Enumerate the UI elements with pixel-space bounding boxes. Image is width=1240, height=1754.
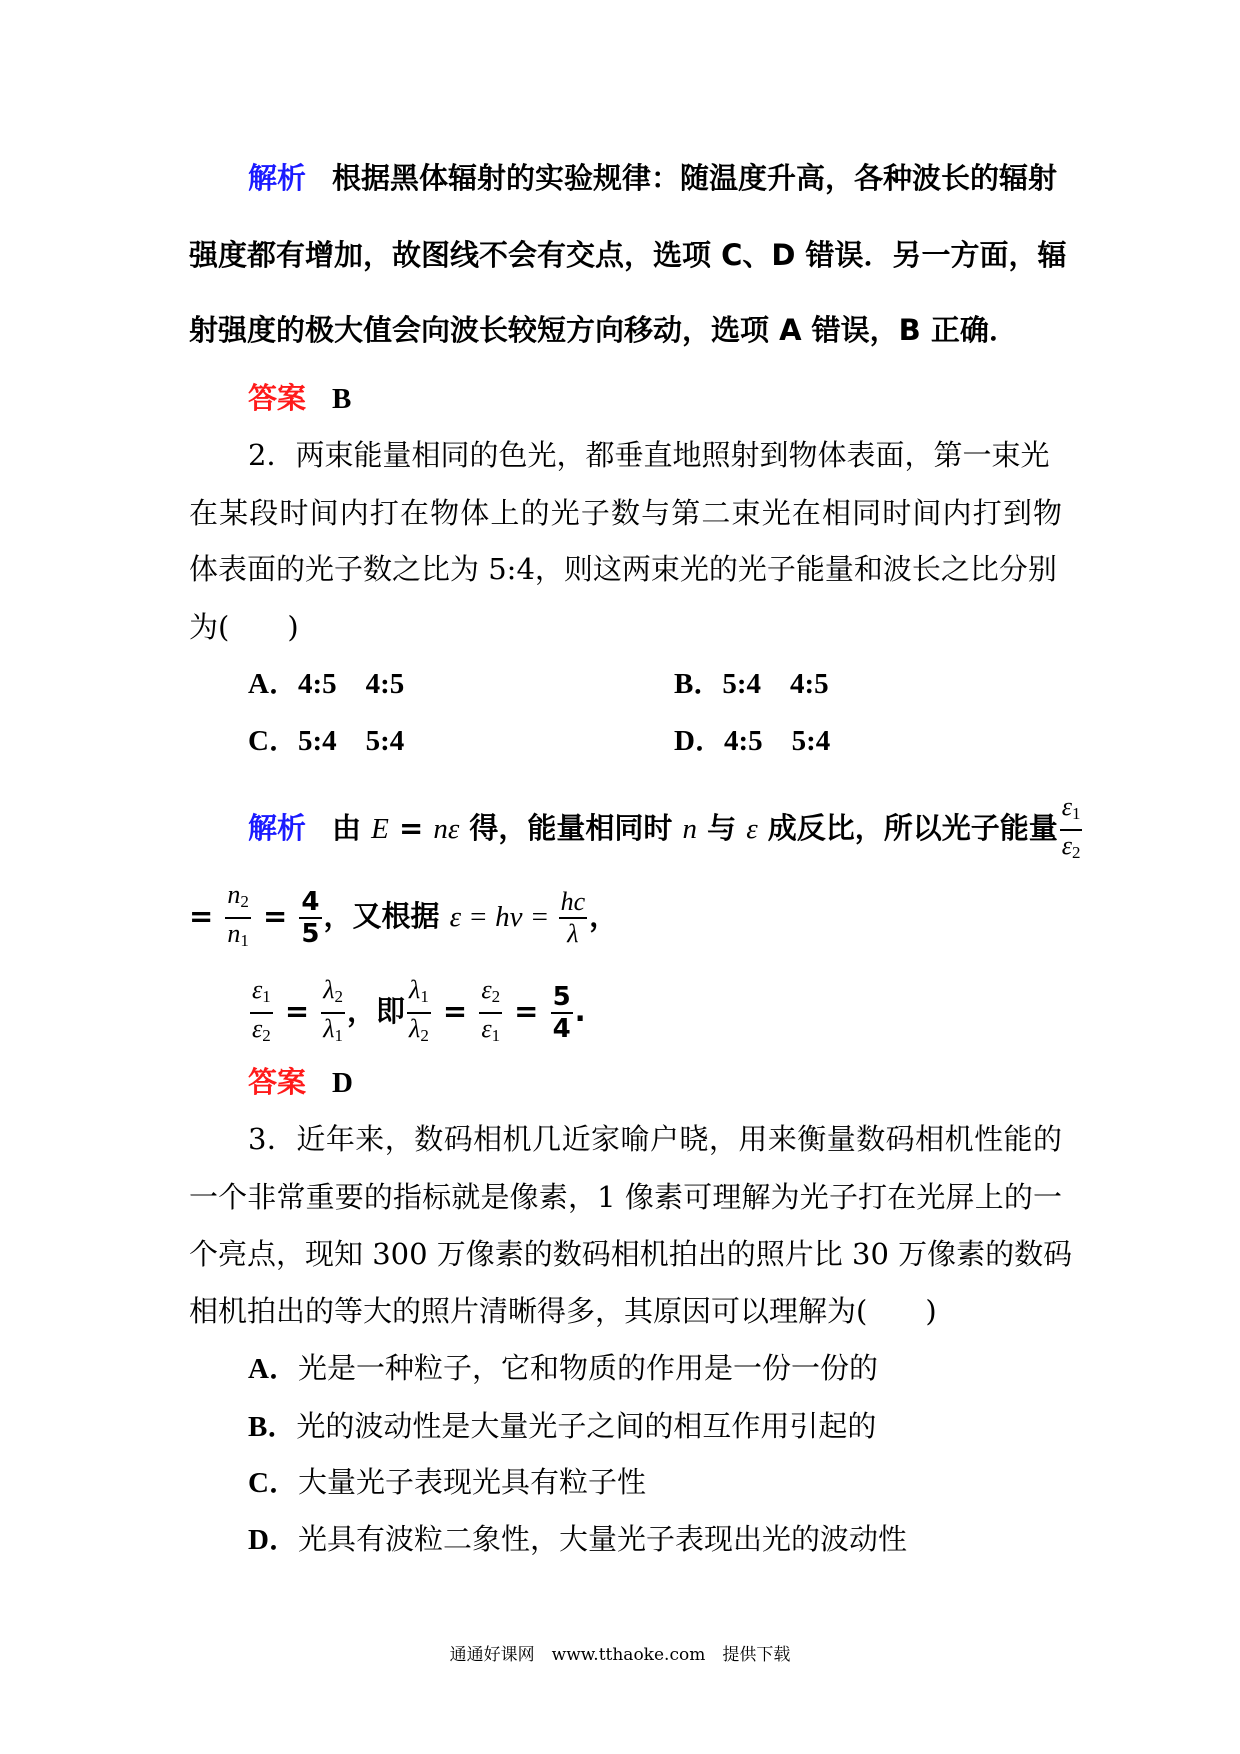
analysis-label: 解析 <box>248 811 307 845</box>
fraction <box>321 975 345 1051</box>
q2-answer <box>248 1060 1062 1104</box>
math: ε <box>746 813 758 845</box>
math: 1 <box>491 1026 501 1045</box>
math: 1 <box>1071 804 1081 823</box>
text: 又根据 <box>352 899 450 933</box>
math: n <box>227 880 241 909</box>
text: = <box>189 899 224 933</box>
text: = <box>432 994 478 1028</box>
option-letter: C． <box>248 1467 298 1499</box>
math: 5 <box>301 919 320 949</box>
math: 2 <box>491 987 501 1006</box>
math: λ <box>323 1014 335 1043</box>
math: 1 <box>240 931 249 950</box>
math: ε <box>1061 792 1072 821</box>
option-letter: C． <box>248 725 298 757</box>
option-text: 大量光子表现光具有粒子性 <box>297 1465 646 1499</box>
q2-option-c[interactable] <box>248 718 598 762</box>
fraction <box>479 975 502 1051</box>
q2-line-4: 为( ) <box>189 610 299 644</box>
math: 2 <box>1071 843 1081 862</box>
fraction <box>250 975 273 1051</box>
text: . <box>574 994 586 1028</box>
math: ε <box>252 1014 263 1043</box>
q3-option-b[interactable] <box>248 1404 1062 1448</box>
math: λ <box>323 975 335 1004</box>
math: 1 <box>420 987 429 1006</box>
q1-answer <box>248 376 1062 420</box>
option-letter: B． <box>674 668 723 700</box>
math: 2 <box>262 1026 271 1045</box>
fraction <box>299 887 321 949</box>
option-text: 4:5 5:4 <box>723 725 831 757</box>
math: ε <box>481 975 492 1004</box>
fraction <box>407 975 431 1051</box>
q3-line-1: 3．近年来，数码相机几近家喻户晓，用来衡量数码相机性能的 <box>248 1122 1062 1156</box>
math: 5 <box>552 982 571 1012</box>
q2-option-b[interactable] <box>674 661 1024 705</box>
math: 2 <box>334 987 344 1006</box>
fraction <box>1060 792 1083 868</box>
text: = <box>504 994 549 1028</box>
text: ， <box>589 899 619 933</box>
math: E <box>371 813 389 845</box>
text: 得，能量相同时 <box>459 811 683 845</box>
option-text: 光是一种粒子，它和物质的作用是一份一份的 <box>297 1351 878 1385</box>
text: = <box>252 899 298 933</box>
q3-option-d[interactable] <box>248 1517 1062 1561</box>
text: 根据黑体辐射的实验规律：随温度升高，各种波长的辐射 <box>332 161 1058 195</box>
q1-analysis-line-3: 射强度的极大值会向波长较短方向移动，选项 A 错误，B 正确． <box>189 313 1018 347</box>
math: 1 <box>334 1026 344 1045</box>
text: 即 <box>376 994 406 1028</box>
analysis-label: 解析 <box>248 161 307 195</box>
q2-analysis-line-1 <box>248 792 1081 862</box>
q3-option-c[interactable] <box>248 1460 1062 1504</box>
option-letter: A． <box>248 1353 298 1385</box>
q2-analysis-line-2 <box>189 880 1062 950</box>
math: 1 <box>262 987 271 1006</box>
math: λ <box>409 975 421 1004</box>
math: 2 <box>240 892 249 911</box>
q2-option-a[interactable] <box>248 661 598 705</box>
math: ε = hν = <box>449 901 557 933</box>
text: 由 <box>332 811 372 845</box>
math: 2 <box>420 1026 429 1045</box>
q3-line-3: 个亮点，现知 300 万像素的数码相机拍出的照片比 30 万像素的数码 <box>189 1237 1073 1271</box>
fraction <box>559 887 588 949</box>
math: 4 <box>301 887 320 917</box>
q2-line-1: 2．两束能量相同的色光，都垂直地照射到物体表面，第一束光 <box>248 438 1050 472</box>
math: 4 <box>552 1014 571 1044</box>
math: λ <box>567 919 579 948</box>
option-letter: A． <box>248 668 298 700</box>
option-letter: D． <box>248 1524 298 1556</box>
option-text: 5:4 4:5 <box>722 668 829 700</box>
math: ε <box>481 1014 492 1043</box>
answer-label: 答案 <box>248 381 307 415</box>
q2-line-3: 体表面的光子数之比为 5:4，则这两束光的光子能量和波长之比分别 <box>189 552 1057 586</box>
q3-option-a[interactable] <box>248 1346 1062 1390</box>
option-text: 光的波动性是大量光子之间的相互作用引起的 <box>296 1409 877 1443</box>
math: ε <box>252 975 263 1004</box>
q2-line-2: 在某段时间内打在物体上的光子数与第二束光在相同时间内打到物 <box>189 496 1062 530</box>
answer-label: 答案 <box>248 1065 307 1099</box>
footer-watermark: 通通好课网 www.tthaoke.com 提供下载 <box>449 1645 791 1665</box>
option-text: 光具有波粒二象性，大量光子表现出光的波动性 <box>297 1522 907 1556</box>
math: nε <box>433 813 460 845</box>
math: hc <box>559 887 588 919</box>
text: ， <box>323 899 353 933</box>
text: 成反比，所以光子能量 <box>757 811 1058 845</box>
math: λ <box>409 1014 421 1043</box>
text: 与 <box>696 811 747 845</box>
q2-option-d[interactable] <box>674 718 1024 762</box>
option-letter: B． <box>248 1411 297 1443</box>
fraction <box>551 982 573 1044</box>
text: = <box>388 811 434 845</box>
text: ， <box>347 994 377 1028</box>
math: n <box>682 813 697 845</box>
option-letter: D． <box>674 725 724 757</box>
answer-value: D <box>332 1067 353 1099</box>
math: ε <box>1061 831 1072 860</box>
q1-analysis-line-1 <box>248 156 1062 200</box>
q1-analysis-line-2: 强度都有增加，故图线不会有交点，选项 C、D 错误．另一方面，辐 <box>189 238 1067 272</box>
q3-line-4: 相机拍出的等大的照片清晰得多，其原因可以理解为( ) <box>189 1294 937 1328</box>
q3-line-2: 一个非常重要的指标就是像素，1 像素可理解为光子打在光屏上的一 <box>189 1180 1062 1214</box>
text: = <box>274 994 320 1028</box>
option-text: 5:4 5:4 <box>297 725 405 757</box>
q2-analysis-line-3 <box>248 975 1062 1045</box>
fraction <box>225 880 251 956</box>
math: n <box>227 919 241 948</box>
answer-value: B <box>332 383 352 415</box>
option-text: 4:5 4:5 <box>297 668 405 700</box>
